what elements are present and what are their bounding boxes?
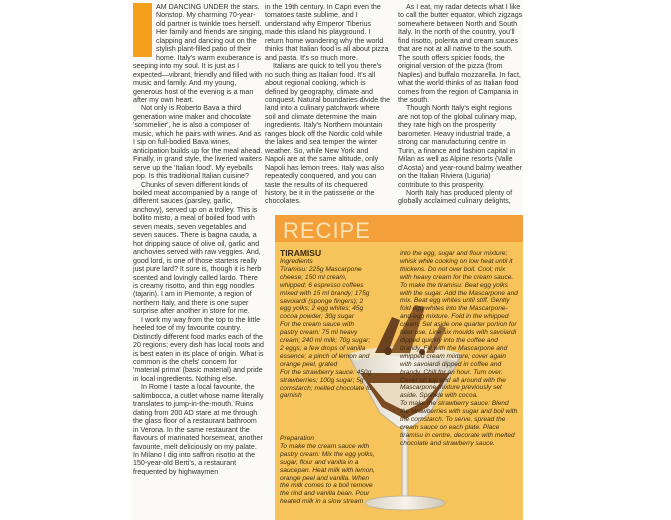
right-margin: [523, 0, 671, 520]
recipe-title: TIRAMISU: [280, 248, 322, 258]
article-column-3: [398, 3, 523, 206]
ingredient-group: For the cream sauce with pastry cream: 75 ml heavy cream; 240 ml milk; 70g sugar; 2 eggs; a few drops of vanilla essence; a pinch of lemon and orange peel, grated: [280, 321, 371, 368]
preparation-step: To make the tiramisu: Beat egg yolks with the sugar. Add the Mascarpone and mix. Beat egg whites until stiff. Gently fold egg whites into the Mascarpone-and-egg mixture. Fold in the whipped cream. Set aside one quarter portion for later use. Line six moulds with savoiardi dipped quickly into the coffee and brandy. Fill with the Mascarpone and whipped cream mixture; cover again with savoiardi dipped in coffee and brandy. Chill for an hour. Turn over. Cover on top and all around with the Mascarpone mixture previously set aside. Sprinkle with cocoa.: [400, 281, 518, 400]
recipe-ingredients: [280, 258, 372, 400]
paragraph: I work my way from the top to the little heeled toe of my favourite country. Distinctly different food marks each of the 20 regions; every dish has local roots and is best eaten in its place of origin. What is common is the chefs' concern for 'material prima' (basic material) and pride in local ingredients. Nothing else.: [133, 315, 264, 383]
drop-cap-block: [133, 3, 152, 57]
paragraph: Not only is Roberto Bava a third generation wine maker and chocolate 'sommelier', he is also a composer of music, which he pairs with wines. And as I sip on full-bodied Bava wines, anticipation builds up for the meal ahead. Finally, in grand style, the liveried waiters serve up the 'Italian food'. My eyeballs pop. Is this traditional Italian cuisine?: [133, 104, 263, 181]
ingredient-group: For the strawberry sauce: 450g strawberries; 100g sugar; 5g cornstarch; melted chocolate to garnish: [280, 368, 372, 400]
recipe-box: [275, 215, 523, 520]
ingredients-heading: Ingredients: [280, 258, 313, 265]
recipe-preparation-left: [280, 435, 380, 506]
ingredient-group: Tiramisu: 225g Mascarpone cheese; 150 ml cream, whipped; 6 espresso coffees mixed with 15 ml brandy; 175g savoiardi (sponge fingers); 2 egg yolks; 2 egg whites; 45g cocoa powder; 30g sugar: [280, 265, 370, 321]
left-margin: [0, 0, 131, 520]
recipe-banner: [275, 215, 523, 242]
paragraph: As I eat, my radar detects what I like to call the butter equator, which zigzags somewhere between North and South Italy. In the north of the country, you'll find risotto, polenta and cream sauces that are not at all native to the south. The south offers spicier foods, the original version of the pizza (from Naples) and buffalo mozzarella. In fact, what the world thinks of as Italian food comes from the region of Campania in the south.: [398, 3, 523, 104]
paragraph: Chunks of seven different kinds of boiled meat accompanied by a range of different sauces (parsley, garlic, anchovy), served up on a trolley. This is bollito misto, a meal of boiled food with seven meats, seven vegetables and seven sauces. There is bagna cauda, a hot dripping sauce of olive oil, garlic and anchovies served with raw veggies. And, good lord, is one of those starters really just pure lard? It sure is, though it is herb scented and lovingly called lardo. There is creamy risotto, and thin egg noodles (tajarin). I am in Piemonte, a region of northern Italy, and there is one super surprise after another in store for me.: [133, 180, 262, 316]
paragraph: AM DANCING UNDER the stars. Nonstop. My charming 70-year-old partner is twinkle toes herself. Her family and friends are singing, clapping and dancing out on the stylish plant-filled patio of their home. Italy's warm exuberance is seeping into my soul. It is just as I expected—vibrant, friendly and filled with music and family. And my young, generous host of the evening is a man after my own heart.: [133, 3, 264, 104]
article-column-1: [133, 3, 264, 476]
paragraph: In Rome I taste a local favourite, the saltimbocca, a cutlet whose name literally translates to jump-in-the-mouth. Ruins dating from 200 AD stare at me through the glass floor of a restaurant bathroom in Verona. In the same restaurant the flavours of marinated horsemeat, another favourite, melt deliciously on my palate. In Milano I dig into saffron risotto at the 150-year-old Berti's, a restaurant frequented by highwaymen: [133, 383, 264, 476]
paragraph: Italians are quick to tell you there's no such thing as Italian food. It's all about regional cooking, which is defined by geography, climate and conquest. Natural boundaries divide the land into a culinary patchwork where soil and climate determine the main ingredients. Italy's Northern mountain ranges block off the Nordic cold while the lakes and sea temper the winter weather. So, while New York and Napoli are at the same altitude, only Napoli has lemon trees. Italy was also repeatedly conquered, and you can taste the results of its chequered history, be it in the patisserie or the chocolates.: [265, 62, 391, 206]
article-column-2: [265, 3, 390, 206]
recipe-preparation-right: [400, 250, 518, 448]
recipe-banner-label: RECIPE: [283, 218, 371, 243]
paragraph: North Italy has produced plenty of globally acclaimed culinary delights,: [398, 188, 513, 206]
preparation-step: To make the cream sauce with pastry cream: Mix the egg yolks, sugar, flour and vanilla in a saucepan. Heat milk with lemon, orange peel and vanilla. When the milk comes to a boil remove the rind and vanilla bean. Pour heated milk in a slow stream: [280, 442, 375, 506]
preparation-step: To make the strawberry sauce: Blend the strawberries with sugar and boil with the cornstarch. To serve, spread the cream sauce on each plate. Place tiramisu in centre, decorate with melted chocolate and strawberry sauce.: [400, 400, 518, 447]
paragraph: in the 19th century. In Capri even the tomatoes taste sublime, and I understand why Emperor Tiberius made this island his playground. I return home wondering why the world thinks that Italian food is all about pizza and pasta. It's so much more.: [265, 3, 389, 62]
preparation-step: into the egg, sugar and flour mixture; whisk while cooking on low heat until it thickens. Do not over boil. Cool; mix with heavy cream for the cream sauce.: [400, 250, 514, 281]
preparation-heading: Preparation: [280, 435, 315, 442]
paragraph: Though North Italy's eight regions are not top of the global culinary map, they rate high on the prosperity barometer. Heavy industrial trade, a strong car manufacturing centre in Turin, a finance and fashion capital in Milan as well as Alpine resorts (Valle d'Aosta) and year-round balmy weather on the Italian Riviera (Liguria) contribute to this prosperity.: [398, 104, 522, 189]
